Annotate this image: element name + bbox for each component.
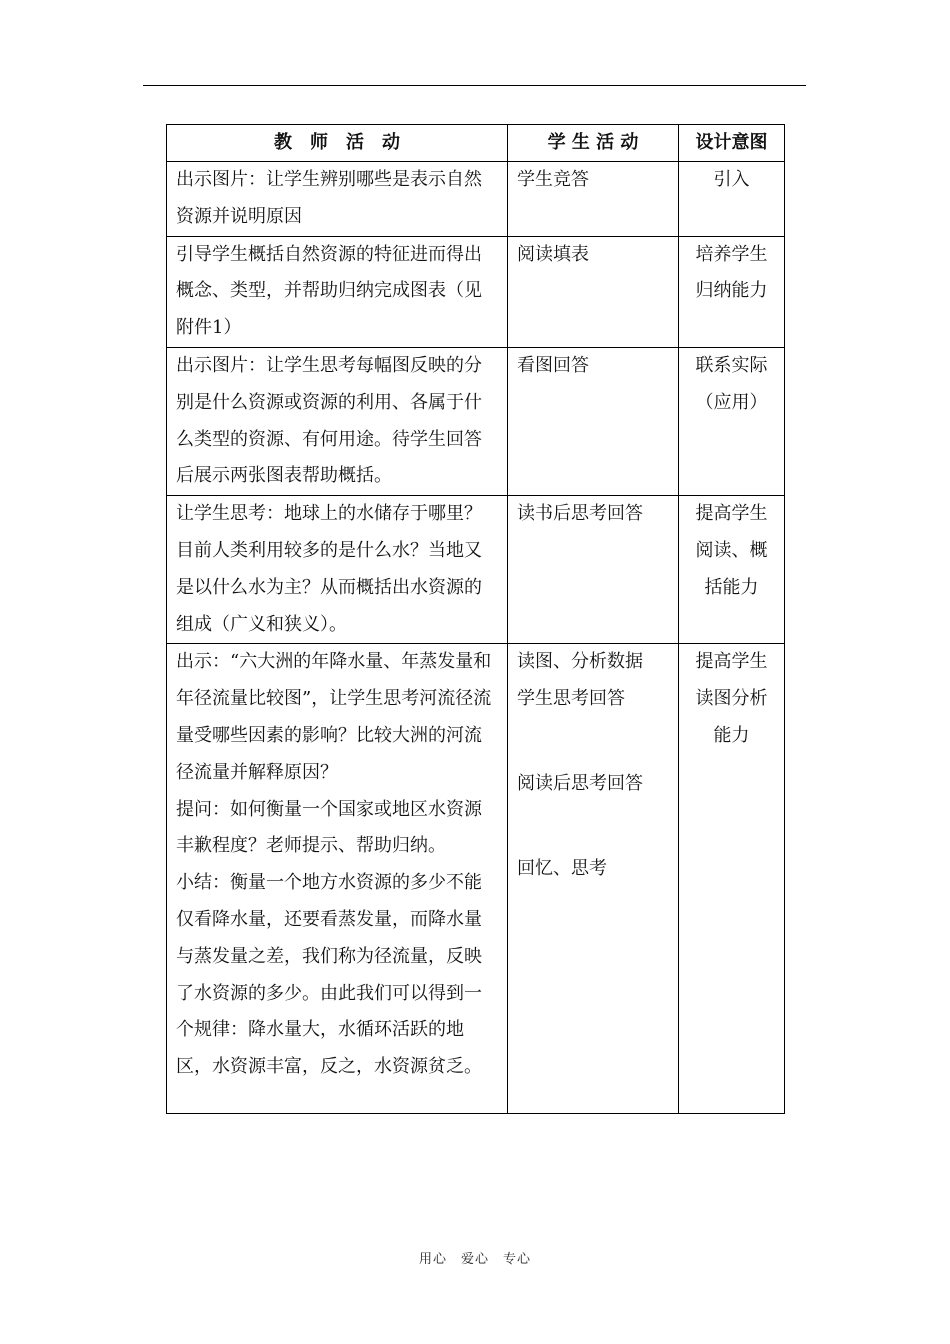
- table-row: [167, 347, 785, 495]
- header-teacher-activity: 教 师 活 动: [167, 125, 508, 162]
- cell-line: 培养学生: [695, 243, 768, 265]
- teacher-activity-cell: [167, 644, 508, 1114]
- student-activity-cell: [508, 236, 679, 347]
- cell-line: 括能力: [704, 576, 759, 598]
- page-footer: 用心 爱心 专心: [418, 1252, 531, 1267]
- table-row: [167, 236, 785, 347]
- cell-line: 阅读填表: [517, 243, 589, 265]
- cell-line: [517, 718, 669, 766]
- cell-line: 回忆、思考: [517, 857, 607, 879]
- design-intent-cell: [679, 162, 785, 237]
- cell-line: 小结：衡量一个地方水资源的多少不能仅看降水量，还要看蒸发量，而降水量与蒸发量之差，我们称为径流量，反映了水资源的多少。由此我们可以得到一个规律：降水量大，水循环活跃的地区，水资源丰富，反之，水资源贫乏。: [176, 872, 482, 1078]
- cell-line: 学生思考回答: [517, 688, 625, 710]
- cell-line: 出示图片：让学生思考每幅图反映的分别是什么资源或资源的利用、各属于什么类型的资源、有何用途。待学生回答后展示两张图表帮助概括。: [176, 354, 482, 487]
- cell-line: 读图分析: [695, 688, 768, 710]
- cell-line: 让学生思考：地球上的水储存于哪里？目前人类利用较多的是什么水？当地又是以什么水为主？从而概括出水资源的组成（广义和狭义）。: [176, 503, 482, 635]
- cell-line: 归纳能力: [695, 280, 768, 302]
- design-intent-cell: [679, 496, 785, 644]
- cell-line: 引导学生概括自然资源的特征进而得出概念、类型，并帮助归纳完成图表（见附件1）: [176, 243, 482, 339]
- design-intent-cell: [679, 347, 785, 495]
- cell-line: 出示：“六大洲的年降水量、年蒸发量和年径流量比较图”，让学生思考河流径流量受哪些因素的影响？比较大洲的河流径流量并解释原因？: [176, 651, 492, 783]
- table-row: [167, 644, 785, 1114]
- table-header-row: [167, 125, 785, 162]
- cell-line: 出示图片：让学生辨别哪些是表示自然资源并说明原因: [176, 169, 482, 227]
- cell-line: 联系实际: [695, 354, 768, 376]
- student-activity-cell: [508, 162, 679, 237]
- teacher-activity-cell: [167, 496, 508, 644]
- design-intent-cell: [679, 236, 785, 347]
- student-activity-cell: [508, 644, 679, 1114]
- header-rule: [143, 85, 806, 86]
- cell-line: （应用）: [695, 391, 768, 413]
- cell-line: 看图回答: [517, 354, 589, 376]
- teacher-activity-cell: [167, 162, 508, 237]
- teacher-activity-cell: [167, 347, 508, 495]
- cell-line: 提高学生: [695, 503, 768, 525]
- cell-line: 阅读、概: [695, 539, 768, 561]
- cell-line: 读书后思考回答: [517, 503, 643, 525]
- lesson-plan-table: [166, 124, 785, 1114]
- cell-line: 能力: [713, 724, 750, 746]
- cell-line: 提高学生: [695, 651, 768, 673]
- teacher-activity-cell: [167, 236, 508, 347]
- cell-line: [517, 803, 669, 851]
- design-intent-cell: [679, 644, 785, 1114]
- cell-line: 阅读后思考回答: [517, 772, 643, 794]
- student-activity-cell: [508, 496, 679, 644]
- cell-line: 学生竞答: [517, 169, 589, 190]
- table-row: [167, 496, 785, 644]
- cell-line: 读图、分析数据: [517, 651, 643, 673]
- table-row: [167, 162, 785, 237]
- header-design-intent: 设计意图: [679, 125, 785, 162]
- student-activity-cell: [508, 347, 679, 495]
- cell-line: 引入: [713, 169, 750, 190]
- header-student-activity: 学 生 活 动: [508, 125, 679, 162]
- cell-line: 提问：如何衡量一个国家或地区水资源丰歉程度？老师提示、帮助归纳。: [176, 798, 482, 857]
